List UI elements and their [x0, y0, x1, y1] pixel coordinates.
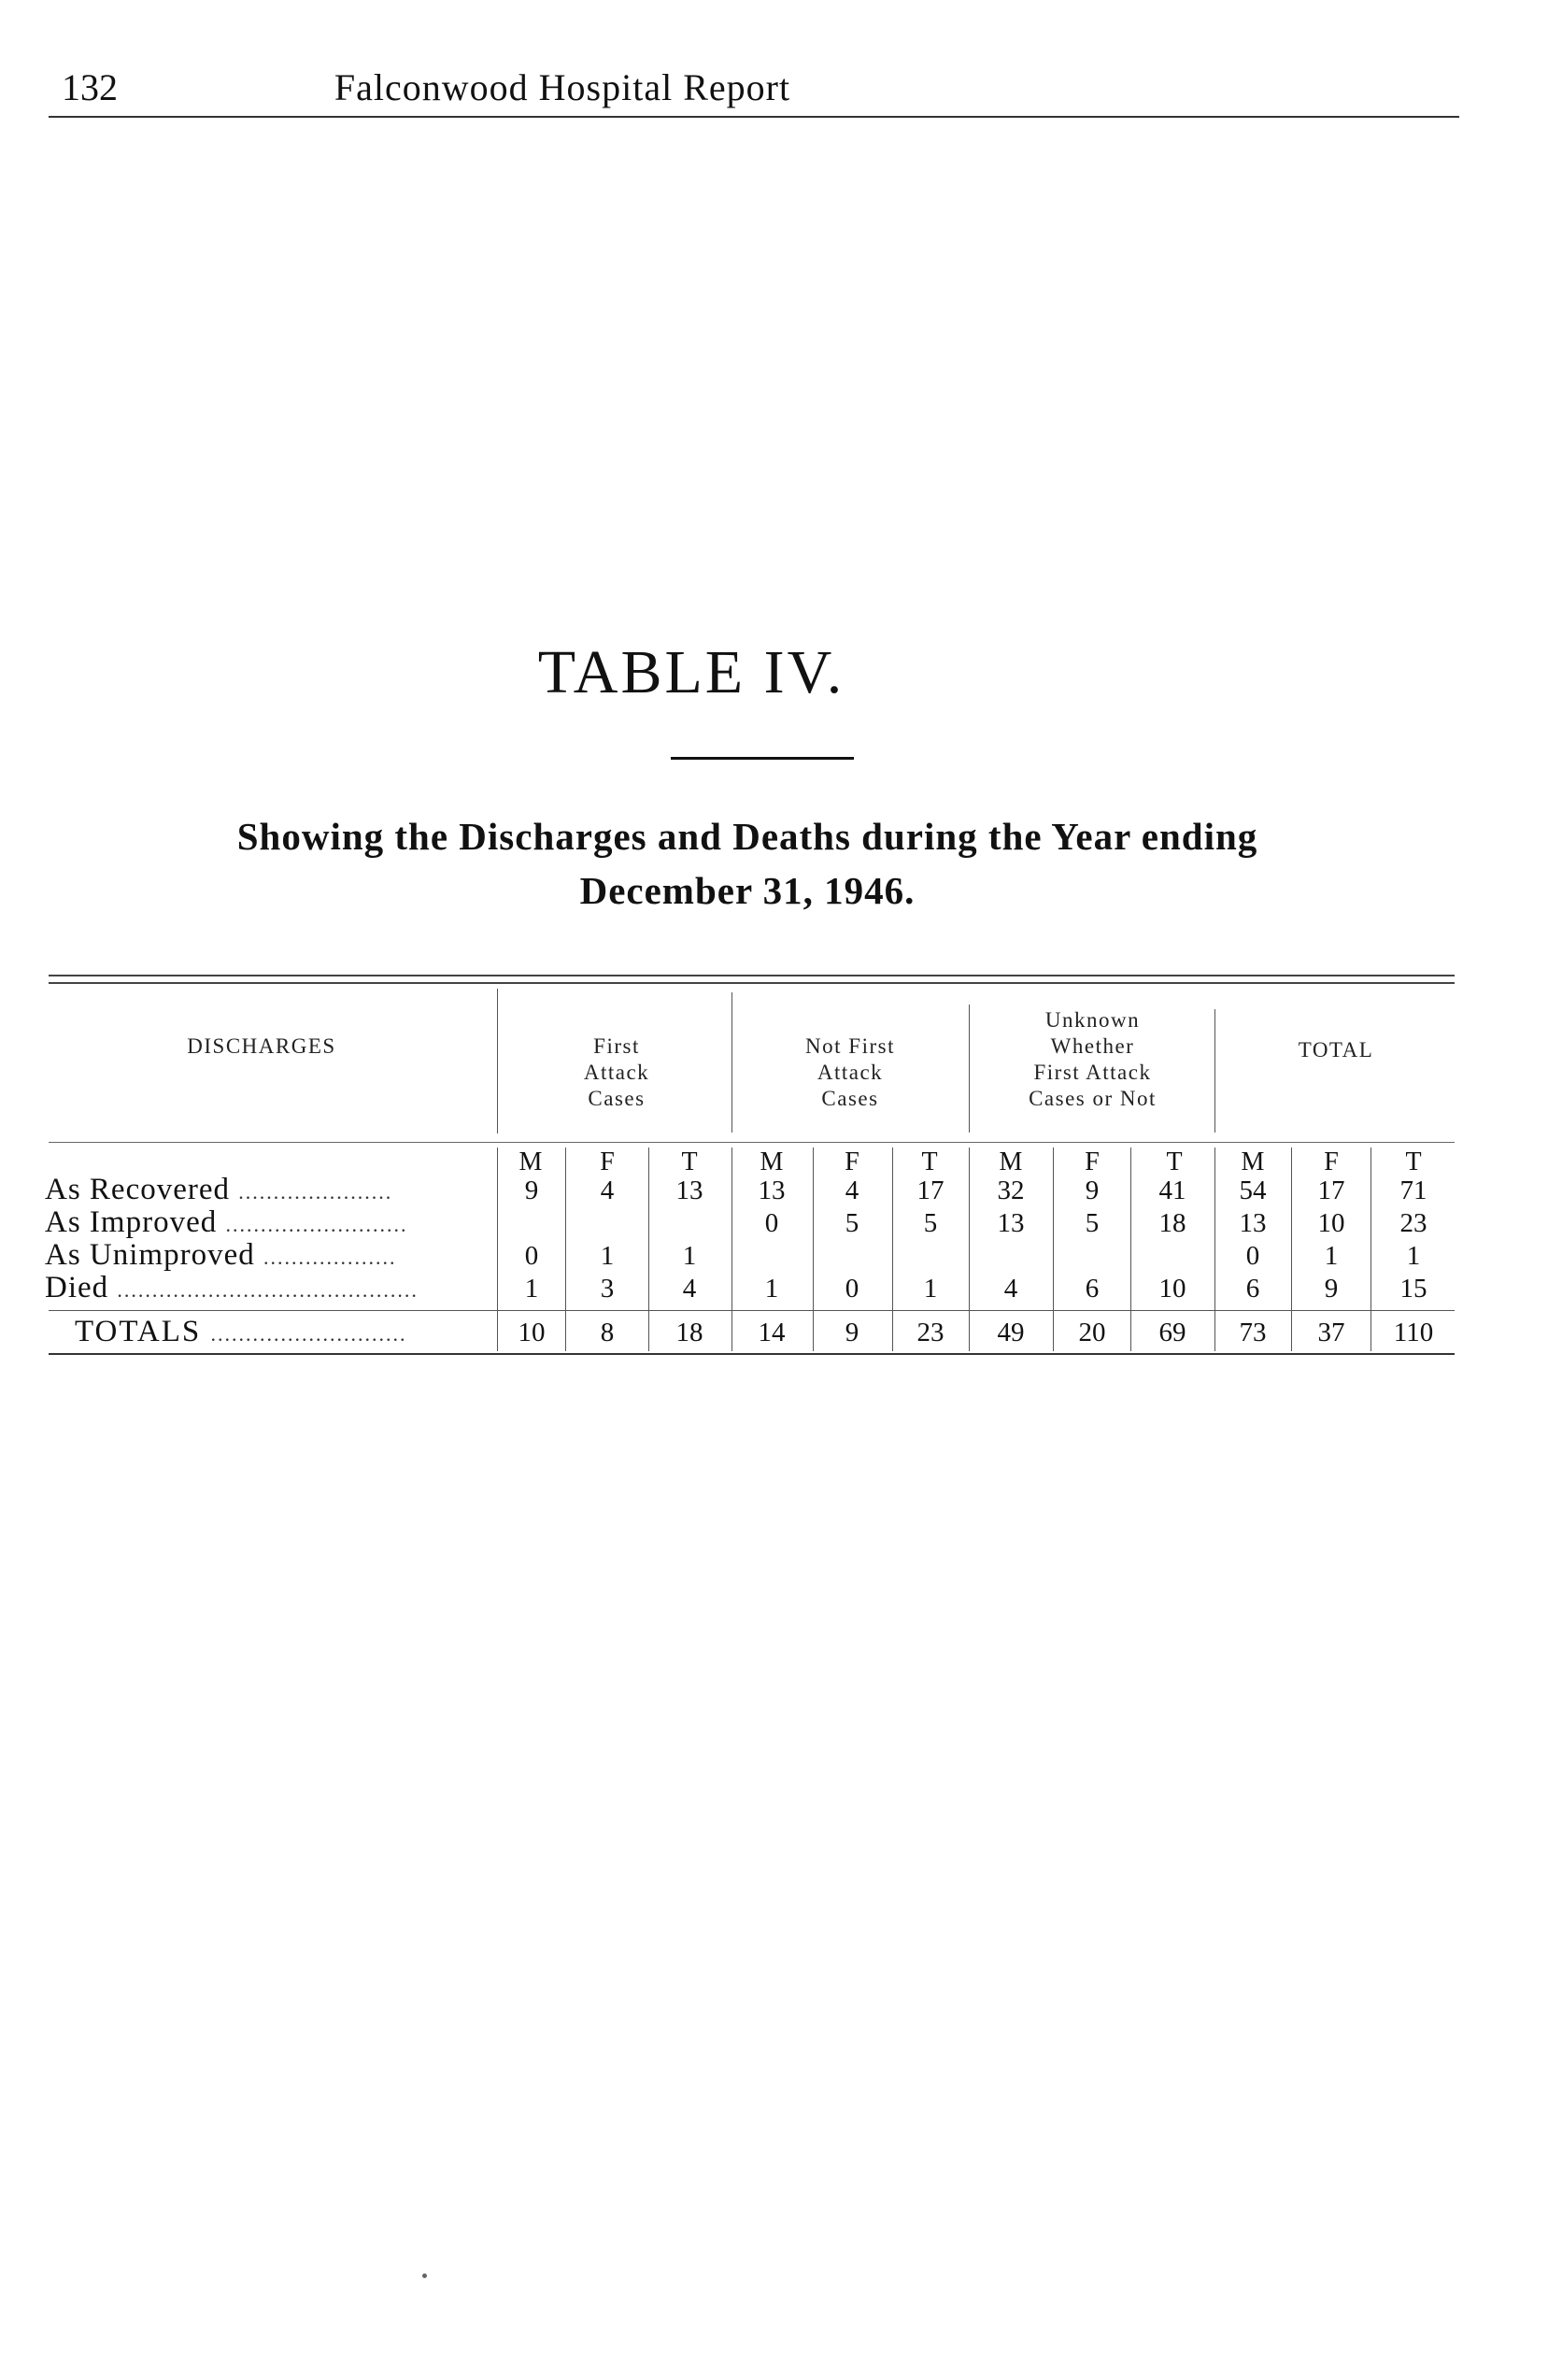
table-cell: 5: [1085, 1208, 1100, 1238]
running-title: Falconwood Hospital Report: [334, 66, 791, 108]
subheader-t: T: [1166, 1147, 1183, 1176]
title-rule: [671, 757, 854, 760]
column-divider: [969, 1005, 970, 1133]
table-cell: 10: [1317, 1208, 1345, 1238]
totals-cell: 23: [916, 1318, 944, 1347]
table-cell: 1: [600, 1241, 615, 1271]
totals-cell: 9: [845, 1318, 859, 1347]
table-cell: 1: [682, 1241, 697, 1271]
subheader-m: M: [1241, 1147, 1265, 1176]
table-cell: 1: [1406, 1241, 1421, 1271]
table-cell: 13: [758, 1176, 786, 1205]
table-cell: 13: [675, 1176, 703, 1205]
table-cell: 17: [916, 1176, 944, 1205]
table-cell: 0: [524, 1241, 539, 1271]
table-cell: 4: [845, 1176, 859, 1205]
totals-cell: 10: [518, 1318, 546, 1347]
subheader-f: F: [1324, 1147, 1339, 1176]
column-divider: [1214, 1147, 1215, 1351]
table-cell: 41: [1158, 1176, 1186, 1205]
group-header-first-attack: First Attack Cases: [583, 1034, 650, 1110]
print-speck: [422, 2273, 427, 2278]
totals-cell: 110: [1393, 1318, 1434, 1347]
column-divider: [1130, 1147, 1131, 1351]
dot-leader: ..........................: [225, 1213, 408, 1236]
table-cell: 0: [1245, 1241, 1260, 1271]
column-divider: [565, 1147, 566, 1351]
column-divider: [1053, 1147, 1054, 1351]
table-cell: 71: [1399, 1176, 1427, 1205]
dot-leader: ...................: [263, 1246, 397, 1269]
table-cell: 23: [1399, 1208, 1427, 1238]
subheader-t: T: [681, 1147, 698, 1176]
table-cell: 4: [1003, 1274, 1018, 1304]
group-header-not-first-attack: Not First Attack Cases: [805, 1034, 895, 1110]
totals-cell: 37: [1317, 1318, 1345, 1347]
subheader-m: M: [760, 1147, 784, 1176]
row-label: As Recovered ......................: [45, 1173, 393, 1206]
table-cell: 32: [997, 1176, 1025, 1205]
dot-leader: ...........................................: [117, 1278, 419, 1302]
table-subtitle: [0, 809, 1495, 918]
table-cell: 4: [600, 1176, 615, 1205]
table-top-rule-inner: [49, 982, 1455, 984]
subtitle-line-1: Showing the Discharges and Deaths during the Year ending: [236, 815, 1258, 858]
table-cell: 9: [1085, 1176, 1100, 1205]
totals-cell: 14: [758, 1318, 786, 1347]
table-cell: 4: [682, 1274, 697, 1304]
subheader-f: F: [845, 1147, 859, 1176]
table-cell: 1: [1324, 1241, 1339, 1271]
table-cell: 6: [1245, 1274, 1260, 1304]
totals-cell: 69: [1158, 1318, 1186, 1347]
dot-leader: ......................: [238, 1180, 393, 1204]
subheader-m: M: [999, 1147, 1023, 1176]
column-divider: [1370, 1147, 1371, 1351]
group-header-unknown: Unknown Whether First Attack Cases or Not: [1029, 1008, 1157, 1110]
table-cell: 0: [764, 1208, 779, 1238]
column-divider: [969, 1147, 970, 1351]
column-divider: [731, 992, 732, 1133]
column-divider: [1291, 1147, 1292, 1351]
table-top-rule: [49, 975, 1455, 976]
table-cell: 10: [1158, 1274, 1186, 1304]
totals-cell: 18: [675, 1318, 703, 1347]
column-divider: [1214, 1009, 1215, 1133]
table-cell: 0: [845, 1274, 859, 1304]
totals-cell: 73: [1239, 1318, 1267, 1347]
table-cell: 1: [764, 1274, 779, 1304]
table-cell: 17: [1317, 1176, 1345, 1205]
subheader-f: F: [1085, 1147, 1100, 1176]
row-label: Died ...........................................: [45, 1271, 419, 1304]
table-cell: 1: [524, 1274, 539, 1304]
stub-header: DISCHARGES: [187, 1034, 336, 1058]
column-divider: [813, 1147, 814, 1351]
subtitle-line-2: December 31, 1946.: [579, 869, 916, 912]
column-divider: [497, 989, 498, 1133]
totals-cell: 8: [600, 1318, 615, 1347]
table-cell: 1: [923, 1274, 938, 1304]
column-divider: [497, 1147, 498, 1351]
row-label: As Improved ..........................: [45, 1205, 408, 1239]
table-cell: 6: [1085, 1274, 1100, 1304]
table-bottom-rule: [49, 1353, 1455, 1355]
table-header-rule: [49, 1142, 1455, 1143]
table-cell: 13: [997, 1208, 1025, 1238]
subheader-f: F: [600, 1147, 615, 1176]
subheader-t: T: [1405, 1147, 1422, 1176]
totals-cell: 20: [1078, 1318, 1106, 1347]
column-divider: [648, 1147, 649, 1351]
table-cell: 15: [1399, 1274, 1427, 1304]
table-cell: 5: [845, 1208, 859, 1238]
column-divider: [731, 1147, 732, 1351]
totals-cell: 49: [997, 1318, 1025, 1347]
table-cell: 9: [1324, 1274, 1339, 1304]
page-number: 132: [62, 66, 118, 108]
table-cell: 18: [1158, 1208, 1186, 1238]
totals-label: TOTALS ............................: [75, 1315, 407, 1348]
table-title: TABLE IV.: [537, 638, 845, 706]
running-head: [49, 60, 1459, 118]
column-divider: [892, 1147, 893, 1351]
table-cell: 13: [1239, 1208, 1267, 1238]
subheader-m: M: [518, 1147, 543, 1176]
group-header-total: TOTAL: [1298, 1038, 1374, 1062]
table-cell: 54: [1239, 1176, 1267, 1205]
table-totals-rule: [49, 1310, 1455, 1311]
subheader-t: T: [921, 1147, 938, 1176]
dot-leader: ............................: [210, 1322, 407, 1346]
table-cell: 3: [600, 1274, 615, 1304]
table-cell: 5: [923, 1208, 938, 1238]
table-cell: 9: [524, 1176, 539, 1205]
row-label: As Unimproved ...................: [45, 1238, 397, 1272]
